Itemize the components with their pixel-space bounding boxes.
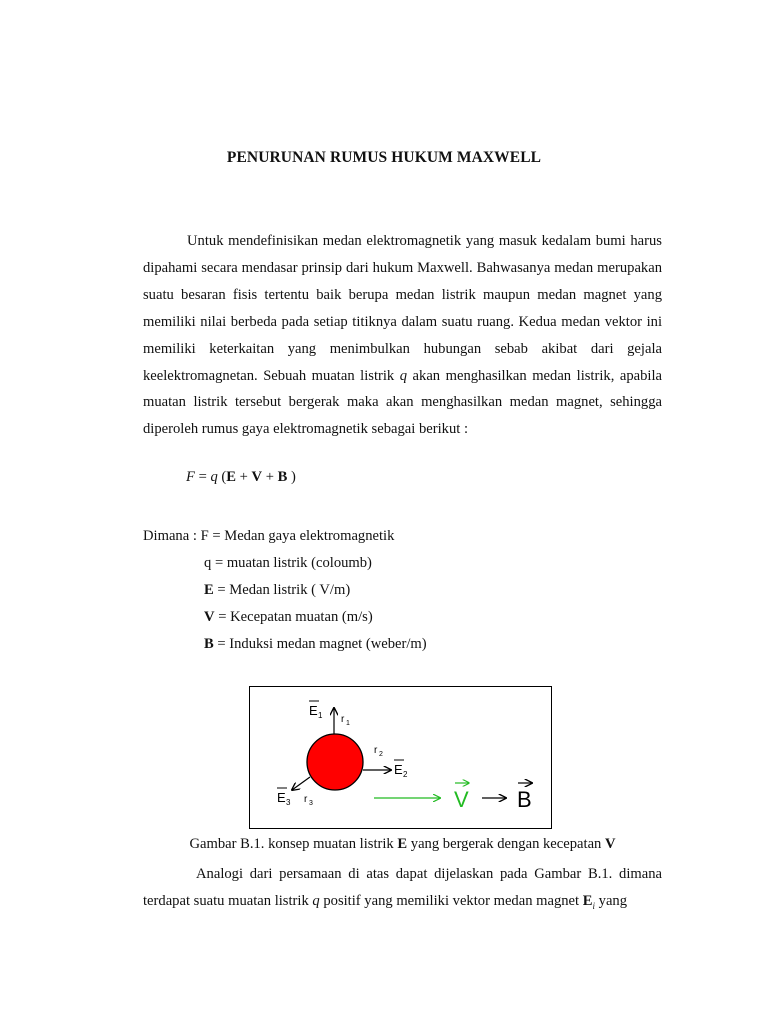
formula-V: V <box>251 469 263 485</box>
def-symbol: F <box>200 528 209 544</box>
formula-F: F <box>186 469 195 485</box>
label-E2: E <box>394 762 403 777</box>
definitions-lead: Dimana : <box>143 528 201 544</box>
caption-pre: Gambar B.1. konsep muatan listrik <box>189 836 398 852</box>
def-text: = Medan gaya elektromagnetik <box>208 528 395 544</box>
label-r3-sub: 3 <box>309 800 313 807</box>
para1-line7: listrik, apabila muatan listrik tersebut bergerak maka akan menghasilkan medan <box>143 367 663 411</box>
para1-line4: magnet yang memiliki nilai berbeda pada setiap titiknya dalam suatu ruang. Kedua <box>143 286 662 330</box>
label-r2: r <box>374 745 378 756</box>
formula-q: q <box>210 469 218 485</box>
label-E2-sub: 2 <box>403 770 408 779</box>
paragraph-intro <box>143 228 662 443</box>
symbol-E-sub: i <box>592 900 595 911</box>
figure-caption <box>0 836 768 853</box>
figure-diagram <box>250 687 550 827</box>
arrow-E3 <box>292 777 310 790</box>
definition-row <box>143 631 427 658</box>
label-r1: r <box>341 714 345 725</box>
def-text: = Medan listrik ( V/m) <box>213 582 351 598</box>
para1-line8: magnet, sehingga diperoleh rumus gaya elektromagnetik sebagai berikut : <box>143 394 662 438</box>
def-symbol: q <box>204 555 212 571</box>
var-q: q <box>399 367 408 384</box>
def-symbol: B <box>204 636 214 652</box>
definition-row <box>143 550 427 577</box>
formula-close: ) <box>287 469 296 485</box>
figure-moving-charge <box>249 686 552 829</box>
def-text: = Induksi medan magnet (weber/m) <box>213 636 427 652</box>
var-q: q <box>312 893 320 909</box>
def-text: = Kecepatan muatan (m/s) <box>214 609 373 625</box>
label-E1-sub: 1 <box>318 711 323 720</box>
page-title: PENURUNAN RUMUS HUKUM MAXWELL <box>226 149 542 166</box>
formula-plus: + <box>262 469 278 485</box>
label-B: B <box>517 787 532 812</box>
caption-E: E <box>397 836 408 852</box>
definitions-list <box>143 523 427 658</box>
para1-line6: dari gejala keelektromagnetan. Sebuah muatan listrik <box>143 340 662 384</box>
para2-line1: Analogi dari persamaan di atas dapat dijelaskan pada Gambar B.1. dimana <box>196 866 662 882</box>
caption-V: V <box>605 836 616 852</box>
para1-line2: harus dipahami secara mendasar prinsip dari hukum Maxwell. Bahwasanya medan <box>143 233 662 276</box>
para1-line3: merupakan suatu besaran fisis tertentu baik berupa medan listrik maupun medan <box>143 259 662 303</box>
para2-line2-pre: terdapat suatu muatan listrik <box>143 893 313 909</box>
label-V: V <box>454 787 469 812</box>
formula-eq: = <box>194 469 211 485</box>
formula-E: E <box>226 469 236 485</box>
para2-line2-tail: yang <box>595 893 628 909</box>
label-r2-sub: 2 <box>379 751 383 758</box>
formula-plus: + <box>236 469 252 485</box>
para1-line5: medan vektor ini memiliki keterkaitan yang menimbulkan hubungan sebab akibat <box>143 313 663 357</box>
label-r3: r <box>304 794 308 805</box>
label-E3-sub: 3 <box>286 798 291 807</box>
definition-row <box>143 523 427 550</box>
para1-line6-tail: akan menghasilkan medan <box>407 367 572 384</box>
label-r1-sub: 1 <box>346 720 350 727</box>
para2-line2-mid: positif yang memiliki vektor medan magnet <box>319 893 583 909</box>
label-E1: E <box>309 703 318 718</box>
def-text: = muatan listrik (coloumb) <box>211 555 372 571</box>
definition-row <box>143 604 427 631</box>
paragraph-analogy <box>143 861 662 920</box>
lorentz-formula <box>186 469 296 486</box>
label-E3: E <box>277 790 286 805</box>
para1-line1: Untuk mendefinisikan medan elektromagnetik yang masuk kedalam bumi <box>187 233 626 249</box>
def-symbol: E <box>204 582 214 598</box>
caption-mid: yang bergerak dengan kecepatan <box>407 836 605 852</box>
definition-row <box>143 577 427 604</box>
formula-open: ( <box>217 469 227 485</box>
def-symbol: V <box>204 609 215 625</box>
symbol-E: E <box>582 893 593 909</box>
charge-circle <box>307 734 363 790</box>
formula-B: B <box>277 469 288 485</box>
